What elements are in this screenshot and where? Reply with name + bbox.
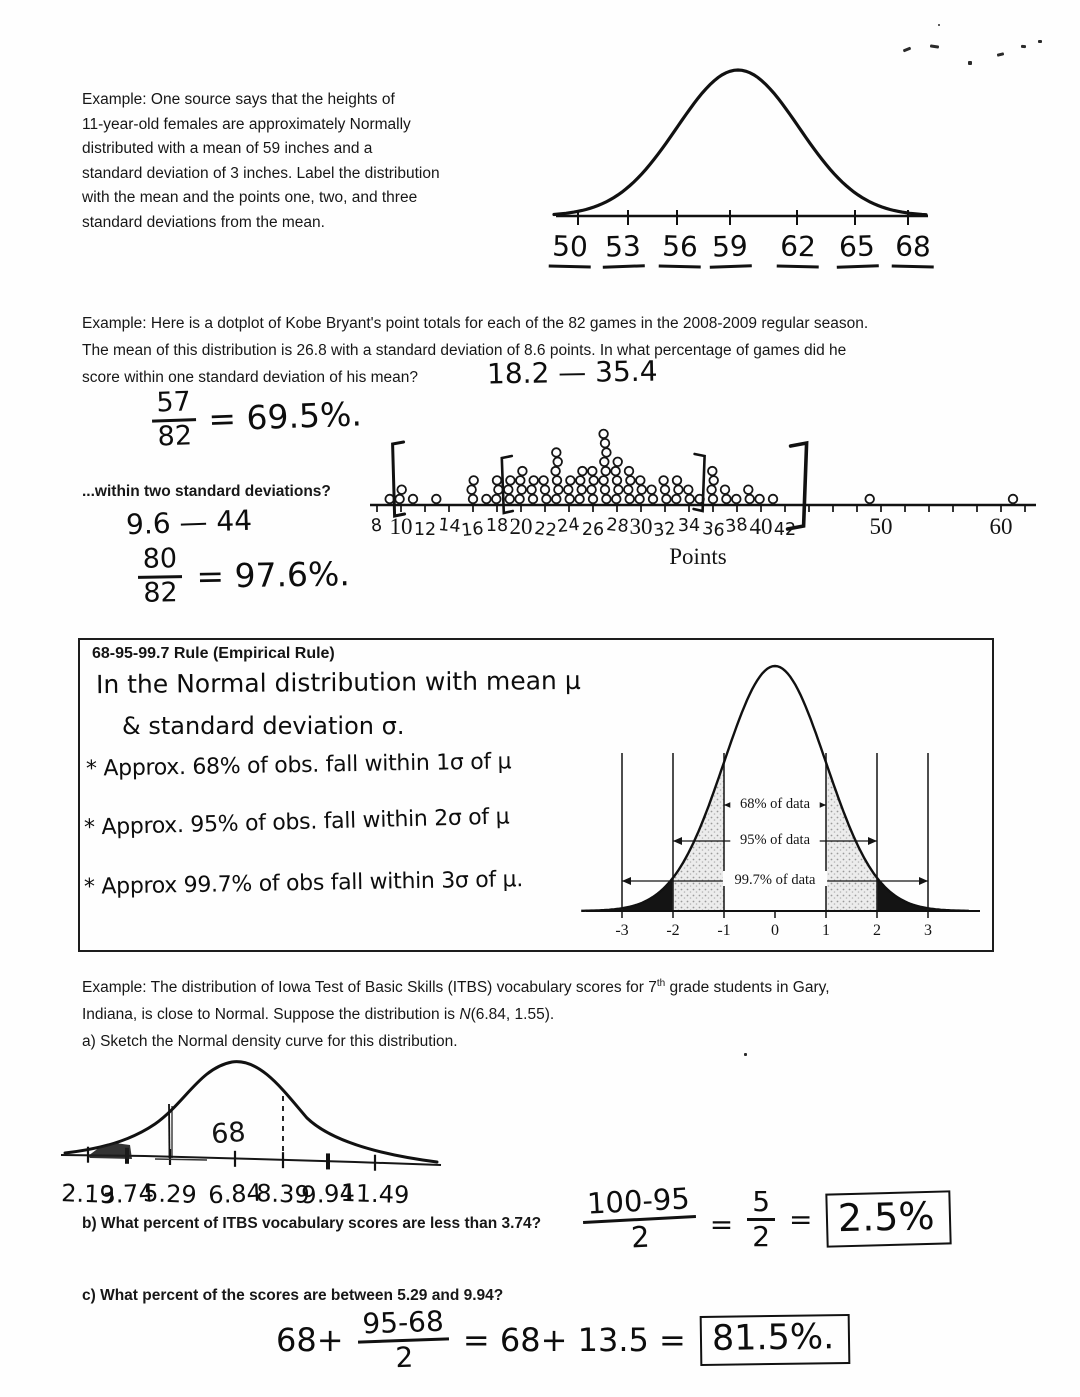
data-dot: [469, 476, 478, 485]
empirical-rule-box: [78, 638, 994, 952]
fraction-numerator: 100-95: [581, 1183, 695, 1224]
data-dot: [625, 495, 634, 504]
data-dot: [493, 476, 502, 485]
data-dot: [745, 495, 754, 504]
data-dot: [685, 495, 694, 504]
data-dot: [588, 467, 597, 476]
smudge-mark: [938, 24, 940, 26]
data-dot: [469, 495, 478, 504]
empirical-note-line: * Approx. 68% of obs. fall within 1σ of μ: [85, 749, 512, 782]
data-dot: [600, 458, 609, 467]
data-dot: [662, 495, 671, 504]
text-span: grade students in Gary,: [665, 979, 830, 997]
data-dot: [467, 485, 476, 494]
data-dot: [612, 495, 621, 504]
axis-tick-label: -2: [666, 922, 680, 939]
empirical-note-line: * Approx. 95% of obs. fall within 2σ of μ: [83, 804, 510, 841]
axis-tick-label: -3: [615, 922, 629, 939]
one-sd-range-annotation: 18.2 — 35.4: [486, 354, 658, 391]
data-dot: [601, 485, 610, 494]
data-dot: [601, 467, 610, 476]
data-dot: [492, 495, 501, 504]
data-dot: [505, 495, 514, 504]
handwritten-tick-label: 32: [652, 518, 677, 542]
data-dot: [506, 476, 515, 485]
normal-curve: [554, 70, 926, 215]
printed-tick-label: 30: [629, 514, 653, 539]
two-sd-bracket-right: [788, 443, 807, 529]
data-dot: [637, 485, 646, 494]
data-dot: [707, 485, 716, 494]
data-dot: [744, 485, 753, 494]
data-dot: [552, 448, 561, 457]
fraction-denominator: 82: [143, 577, 178, 610]
itbs-example-text: [82, 970, 1012, 1055]
data-dot: [636, 476, 645, 485]
data-dot: [527, 485, 536, 494]
printed-tick-label: 10: [389, 514, 413, 539]
handwritten-tick-label: 42: [773, 520, 797, 540]
handwritten-tick-label: 8: [369, 515, 384, 537]
data-dot: [611, 467, 620, 476]
data-dot: [755, 495, 764, 504]
axis-tick-label: 59: [709, 229, 752, 268]
handwritten-tick-label: 16: [460, 518, 485, 542]
text-span: Indiana, is close to Normal. Suppose the distribution is: [82, 1006, 460, 1024]
superscript: th: [656, 978, 666, 989]
axis-tick-label: 2: [873, 922, 881, 939]
data-dot: [517, 485, 526, 494]
answer-box: 2.5%: [826, 1191, 952, 1248]
text-line: distributed with a mean of 59 inches and a: [82, 140, 373, 157]
data-dot: [515, 495, 524, 504]
data-dot: [576, 476, 585, 485]
heights-normal-curve-chart: [540, 58, 940, 230]
data-dot: [647, 485, 656, 494]
data-dot: [541, 485, 550, 494]
text-line: Example: Here is a dotplot of Kobe Bryant's point totals for each of the 82 games in the 2008-2009 regular season.: [82, 315, 869, 332]
work-lead: 68+: [276, 1321, 344, 1360]
data-dot: [504, 485, 513, 494]
data-dot: [553, 458, 562, 467]
two-sd-range-annotation: 9.6 — 44: [125, 503, 253, 542]
one-sd-line: [169, 1104, 170, 1158]
data-dot: [529, 476, 538, 485]
data-dot: [599, 430, 608, 439]
data-dot: [602, 495, 611, 504]
empirical-note-line: * Approx 99.7% of obs fall within 3σ of μ.: [83, 867, 524, 900]
work-mid: = 68+ 13.5 =: [462, 1321, 686, 1360]
data-dot: [553, 476, 562, 485]
smudge-mark: [1038, 40, 1042, 43]
data-dot: [659, 476, 668, 485]
heights-example-text: [82, 88, 542, 235]
annotation-label: 68% of data: [739, 796, 811, 812]
fraction-numerator: 57: [151, 388, 196, 423]
data-dot: [709, 495, 718, 504]
data-dot: [672, 495, 681, 504]
data-dot: [589, 476, 598, 485]
empirical-note-line: In the Normal distribution with mean μ: [95, 665, 581, 700]
axis-tick-label: -1: [717, 922, 731, 939]
text-line: [82, 970, 1012, 1001]
text-line: The mean of this distribution is 26.8 with a standard deviation of 8.6 points. In what percentage of games did he: [82, 342, 847, 359]
equals-sign: =: [709, 1207, 734, 1241]
axis-tick-label: 0: [771, 922, 779, 939]
data-dot: [625, 467, 634, 476]
data-dot: [649, 495, 658, 504]
text-line: standard deviation of 3 inches. Label the distribution: [82, 164, 440, 182]
data-dot: [432, 495, 441, 504]
data-dot: [554, 485, 563, 494]
data-dot: [661, 485, 670, 494]
handwritten-tick-label: 18: [485, 516, 509, 536]
fraction-denominator: 82: [157, 420, 193, 453]
text-span: (6.84, 1.55).: [470, 1006, 555, 1024]
part-c-question: c) What percent of the scores are between 5.29 and 9.94?: [82, 1287, 504, 1304]
part-a-question: a) Sketch the Normal density curve for this distribution.: [82, 1033, 458, 1051]
data-dot: [865, 495, 874, 504]
data-dot: [769, 495, 778, 504]
handwritten-tick-label: 22: [533, 518, 558, 542]
fraction-numerator: 80: [137, 545, 182, 579]
two-sd-work: [137, 542, 350, 608]
data-dot: [722, 495, 731, 504]
fraction-denominator: 2: [630, 1219, 651, 1255]
axis-tick-label: 68: [892, 229, 935, 268]
text-line: standard deviations from the mean.: [82, 213, 325, 231]
axis-tick-label: 62: [777, 229, 820, 268]
printed-tick-label: 20: [509, 514, 533, 539]
axis-tick-label: 9.94: [300, 1178, 356, 1210]
axis-tick-label: 2.19: [60, 1179, 116, 1209]
axis-tick-label: 5.29: [142, 1179, 198, 1209]
smudge-mark: [930, 44, 939, 48]
data-dot: [1009, 495, 1018, 504]
data-dot: [626, 476, 635, 485]
fraction-numerator: 95-68: [356, 1306, 449, 1344]
data-dot: [566, 476, 575, 485]
handwritten-tick-label: 36: [701, 518, 726, 542]
handwritten-tick-label: 28: [605, 514, 630, 538]
fraction: [151, 388, 198, 452]
x-axis-label: Points: [669, 544, 727, 569]
axis-tick-label: 3.74: [99, 1178, 155, 1210]
shaded-left-tail: [88, 1143, 132, 1159]
printed-tick-label: 50: [869, 514, 893, 539]
text-span: Example: The distribution of Iowa Test of Basic Skills (ITBS) vocabulary scores for 7: [82, 979, 657, 997]
data-dot: [602, 448, 611, 457]
text-line: Example: One source says that the heights of: [82, 91, 395, 108]
axis-tick-label: 3: [924, 922, 932, 939]
itbs-sketch-axis-labels: [55, 1180, 450, 1212]
two-sd-question: ...within two standard deviations?: [82, 483, 331, 500]
data-dot: [551, 467, 560, 476]
handwritten-tick-label: 26: [581, 520, 605, 540]
work-result: = 97.6%.: [196, 553, 351, 596]
empirical-note-line: & standard deviation σ.: [122, 712, 405, 740]
heights-axis-labels: [540, 230, 940, 274]
part-b-question: b) What percent of ITBS vocabulary scores are less than 3.74?: [82, 1215, 542, 1232]
fraction: [356, 1306, 450, 1374]
part-b-work: [583, 1181, 951, 1255]
part-c-work: [276, 1304, 850, 1375]
data-dot: [552, 495, 561, 504]
axis-tick-label: 65: [836, 229, 879, 268]
data-dot: [516, 476, 525, 485]
data-dot: [577, 485, 586, 494]
data-dot: [708, 467, 717, 476]
arrowhead-left: [622, 877, 631, 885]
equals-sign: =: [789, 1202, 813, 1236]
distribution-symbol: N: [459, 1006, 471, 1024]
kobe-dotplot-chart: [368, 412, 1040, 572]
fraction: [747, 1187, 775, 1252]
fraction: [581, 1183, 697, 1256]
smudge-mark: [997, 52, 1005, 57]
data-dot: [589, 495, 598, 504]
data-dot: [614, 485, 623, 494]
data-dot: [587, 485, 596, 494]
empirical-rule-title: 68-95-99.7 Rule (Empirical Rule): [92, 645, 335, 662]
axis-tick-label: 56: [659, 229, 702, 268]
text-line: 11-year-old females are approximately Normally: [82, 115, 411, 133]
axis-tick-label: 8.39: [255, 1179, 311, 1209]
fraction: [137, 545, 182, 608]
data-dot: [397, 485, 406, 494]
work-result: = 69.5%.: [207, 394, 363, 439]
annotation-label: 95% of data: [739, 832, 811, 848]
data-dot: [624, 485, 633, 494]
arrowhead-right: [919, 877, 928, 885]
data-dot: [409, 495, 418, 504]
axis-tick-label: 11.49: [340, 1178, 410, 1210]
data-dot: [674, 485, 683, 494]
text-line: with the mean and the points one, two, and three: [82, 189, 418, 206]
data-dot: [565, 495, 574, 504]
data-dot: [673, 476, 682, 485]
data-dot: [599, 476, 608, 485]
smudge-mark: [1021, 45, 1026, 49]
data-dot: [732, 495, 741, 504]
handwritten-tick-label: 38: [724, 514, 749, 538]
one-sd-work: [151, 382, 363, 452]
data-dot: [564, 485, 573, 494]
data-dot: [709, 476, 718, 485]
data-dot: [395, 495, 404, 504]
arrowhead-right: [868, 837, 877, 845]
data-dot: [542, 495, 551, 504]
data-dot: [529, 495, 538, 504]
answer-box: 81.5%.: [699, 1314, 850, 1366]
smudge-mark: [903, 47, 912, 53]
fraction-denominator: 2: [394, 1341, 414, 1375]
data-dot: [613, 458, 622, 467]
handwritten-tick-label: 34: [677, 516, 701, 536]
fraction-numerator: 5: [747, 1187, 775, 1221]
annotation-label: 99.7% of data: [734, 872, 816, 888]
center-area-label: 68: [210, 1116, 247, 1151]
handwritten-tick-label: 14: [437, 514, 462, 538]
data-dot: [684, 485, 693, 494]
axis-tick-label: 53: [602, 229, 645, 268]
stray-pen-mark: [155, 1159, 207, 1160]
data-dot: [578, 467, 587, 476]
data-dot: [613, 476, 622, 485]
handwritten-tick-label: 12: [413, 520, 437, 540]
empirical-rule-figure: [578, 648, 988, 944]
arrowhead-left: [673, 837, 682, 845]
axis-tick-label: 50: [549, 229, 592, 268]
printed-tick-label: 40: [749, 514, 773, 539]
axis-tick-label: 1: [822, 922, 830, 939]
fraction-denominator: 2: [752, 1220, 771, 1254]
itbs-sketch-chart: [55, 1046, 450, 1186]
text-line: score within one standard deviation of his mean?: [82, 369, 419, 386]
smudge-mark: [968, 61, 972, 65]
data-dot: [601, 439, 610, 448]
data-dot: [635, 495, 644, 504]
text-line: [82, 1001, 1012, 1028]
data-dot: [518, 467, 527, 476]
data-dot: [721, 485, 730, 494]
data-dot: [494, 485, 503, 494]
data-dot: [575, 495, 584, 504]
handwritten-tick-label: 24: [556, 514, 581, 538]
printed-tick-label: 60: [989, 514, 1013, 539]
data-dot: [539, 476, 548, 485]
data-dot: [482, 495, 491, 504]
axis-tick-label: 6.84: [207, 1178, 263, 1210]
